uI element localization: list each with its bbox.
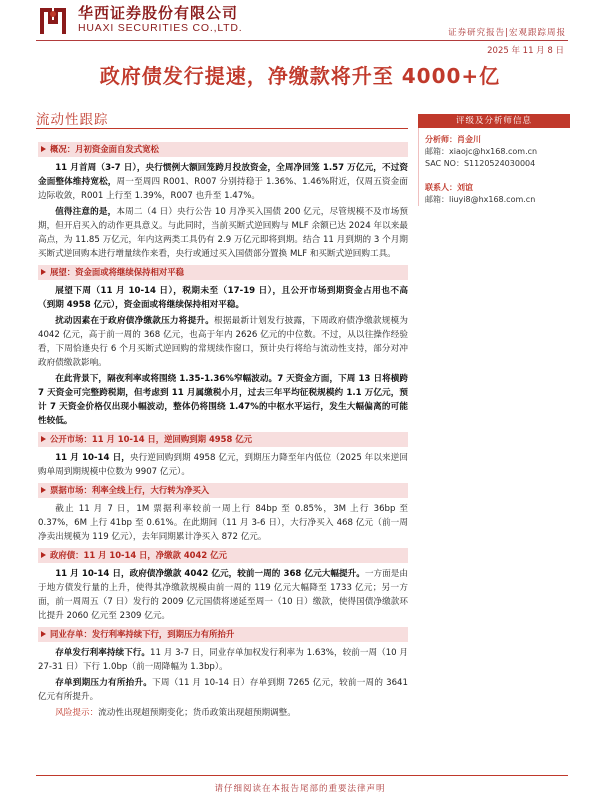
company-name-cn: 华西证券股份有限公司	[78, 4, 239, 22]
sac-number: S1120524030004	[463, 159, 536, 168]
section-heading-bill-market: 票据市场：利率全线上行，大行转为净买入	[38, 483, 408, 498]
header-divider	[36, 40, 568, 41]
analyst-name: 肖金川	[457, 135, 481, 144]
sidebar-body	[418, 128, 570, 206]
footer-divider	[36, 775, 568, 776]
paragraph: 11 月 10-14 日，政府债净缴款 4042 亿元，较前一周的 368 亿元大幅提升。一方面是由于地方债发行量的上升，使得其净缴款规模由前一周的 119 亿元大幅降至 1733 亿元；另一方面，前一周周五（7 日）发行的 2009 亿元国债将递延至周一（10 日）缴款，使得国债净缴款环比提升 2060 亿元至 2309 亿元。	[38, 569, 408, 621]
risk-warning	[38, 706, 408, 720]
paragraph: 存单发行利率持续下行。11 月 3-7 日，同业存单加权发行利率为 1.63%，较前一周（10 月 27-31 日）下行 1.0bp（前一周降幅为 1.3bp）。	[38, 648, 408, 672]
paragraph: 截止 11 月 7 日，1M 票据利率较前一周上行 84bp 至 0.85%，3M 上行 36bp 至 0.37%，6M 上行 41bp 至 0.61%。在此期间（11 月 3-6 日），大行净买入 468 亿元（前一周净卖出规模为 119 亿元），去年同期累计净买入 872 亿元。	[38, 504, 408, 542]
analyst-email-row: 邮箱：xiaojc@hx168.com.cn	[425, 147, 538, 156]
section-heading-ncd: 同业存单：发行利率持续下行，到期压力有所抬升	[38, 627, 408, 642]
paragraph: 存单到期压力有所抬升。下周（11 月 10-14 日）存单到期 7265 亿元，较前一周的 3641 亿元有所提升。	[38, 678, 408, 702]
section-heading-government-bonds: 政府债：11 月 10-14 日，净缴款 4042 亿元	[38, 548, 408, 563]
paragraph: 值得注意的是，本周二（4 日）央行公告 10 月净买入国债 200 亿元，尽管规模不及市场预期，但开启买入的动作更具意义。与此同时，当前买断式逆回购与 MLF 余额已达 2024 年以来最高点，为 11.85 万亿元，年内这两类工具仍有 2.9 万亿元即将到期。结合 11 月到期的 3 个月期买断式逆回购本进行增量续作来看，央行或通过买入国债部分置换 MLF 和买断式逆回购工具。	[38, 207, 408, 259]
company-name-en: HUAXI SECURITIES CO.,LTD.	[78, 22, 243, 34]
section-heading-overview: 概况：月初资金面自发式宽松	[38, 142, 408, 157]
contact-name: 刘谊	[457, 183, 473, 192]
sidebar-header: 评级及分析师信息	[418, 114, 570, 128]
contact-row: 联系人：刘谊	[425, 183, 473, 192]
risk-text: 流动性出现超预期变化；货币政策出现超预期调整。	[98, 708, 296, 718]
section-heading-outlook: 展望：资金面或将继续保持相对平稳	[38, 265, 408, 280]
contact-email-link[interactable]: liuyi8@hx168.com.cn	[449, 195, 536, 204]
analyst-sidebar	[418, 114, 570, 206]
contact-email-row: 邮箱：liuyi8@hx168.com.cn	[425, 195, 536, 204]
sac-row: SAC NO：S1120524030004	[425, 159, 536, 168]
report-type: 证券研究报告|宏观跟踪周报	[448, 28, 566, 38]
huaxi-logo-icon	[36, 4, 70, 38]
section-heading-open-market: 公开市场：11 月 10-14 日，逆回购到期 4958 亿元	[38, 432, 408, 447]
legal-notice: 请仔细阅读在本报告尾部的重要法律声明	[214, 784, 386, 794]
report-header	[0, 0, 600, 56]
paragraph: 11 月首周（3-7 日），央行惯例大额回笼跨月投放资金，全周净回笼 1.57 万亿元，不过资金面整体维持宽松，周一至周四 R001、R007 分别持稳于 1.36%、1.46%附近，仅周五资金面边际收敛，R001 上行至 1.39%，R007 也升至 1.47%。	[38, 163, 408, 201]
report-title: 政府债发行提速，净缴款将升至 4000+亿	[99, 64, 501, 88]
analyst-email-link[interactable]: xiaojc@hx168.com.cn	[449, 147, 538, 156]
analyst-row: 分析师：肖金川	[425, 135, 481, 144]
risk-label: 风险提示：	[55, 708, 99, 718]
paragraph: 11 月 10-14 日，央行逆回购到期 4958 亿元，到期压力降至年内低位（2025 年以来逆回购单周到期规模中位数为 9907 亿元）。	[38, 453, 409, 477]
section-divider	[36, 128, 408, 129]
paragraph: 在此背景下，隔夜利率或将围绕 1.35-1.36%窄幅波动。7 天资金方面，下周 13 日将横跨 7 天资金可完整跨税期，但考虑到 11 月属缴税小月，过去三年平均征税规模约 1.1 万亿元，预计 7 天资金价格仅出现小幅波动，整体仍将围绕 1.47%的中枢水平运行，发生大幅偏离的可能性较低。	[38, 374, 408, 426]
paragraph: 扰动因素在于政府债净缴款压力将提升。根据最新计划发行披露，下周政府债净缴款规模为 4042 亿元，高于前一周的 368 亿元，也高于年内 2626 亿元的中位数。不过，从以往操作经验看，下周恰逢央行 6 个月买断式逆回购的常规续作窗口，预计央行将给与流动性支持，部分对冲政府债缴款影响。	[38, 316, 408, 368]
paragraph: 展望下周（11 月 10-14 日），税期未至（17-19 日），且公开市场到期资金占用也不高（到期 4958 亿元），资金面或将继续保持相对平稳。	[38, 286, 408, 310]
section-tag: 流动性跟踪	[36, 112, 109, 128]
report-date: 2025 年 11 月 8 日	[487, 46, 564, 56]
report-body	[38, 138, 408, 720]
